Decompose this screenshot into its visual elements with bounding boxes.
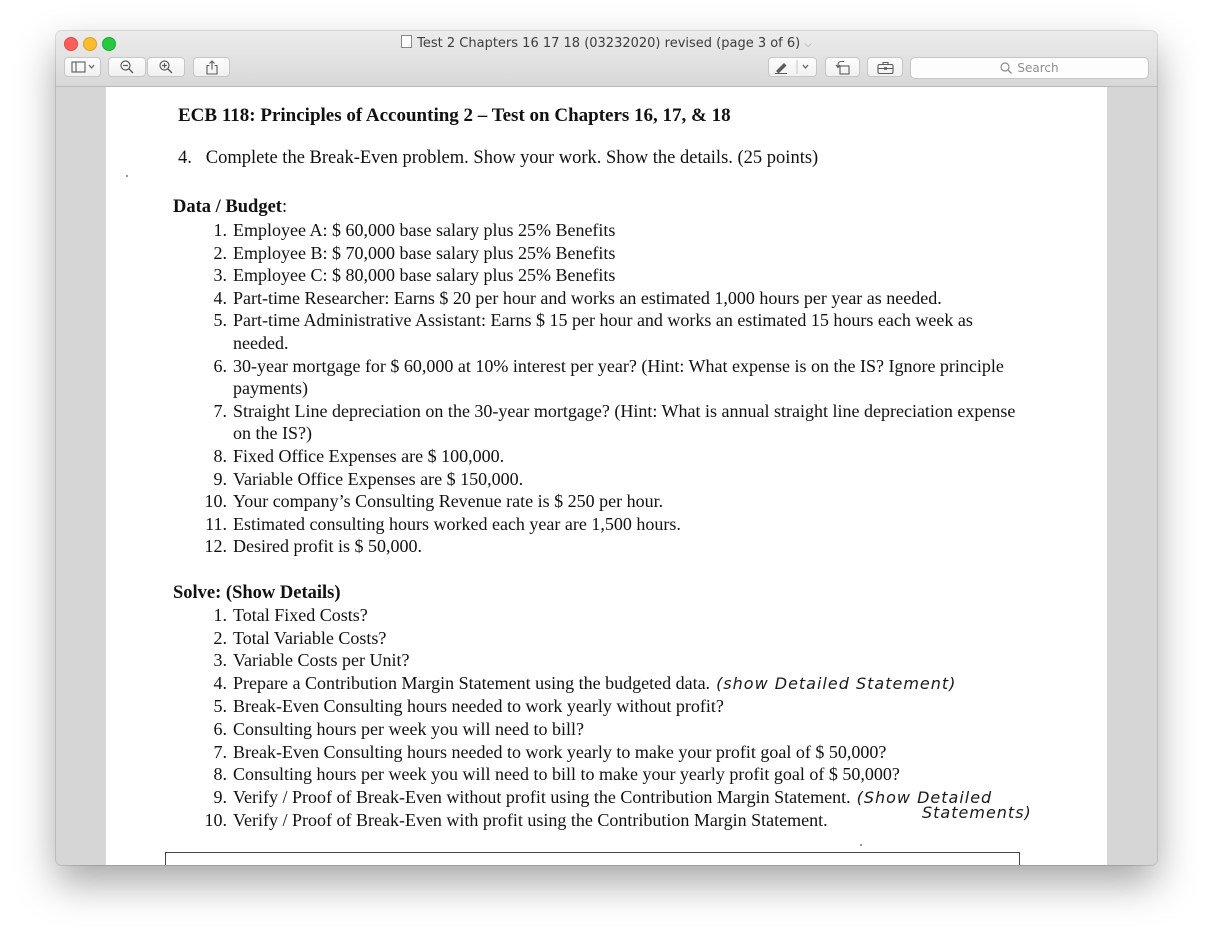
list-item: [203, 309, 1023, 354]
list-item: [203, 219, 1023, 242]
data-item-text: 30-year mortgage for $ 60,000 at 10% interest per year? (Hint: What expense is on the IS? Ignore principle payments): [233, 355, 1004, 399]
document-viewport[interactable]: [56, 87, 1157, 865]
data-item-number: 9.: [213, 468, 227, 489]
search-icon: [1000, 62, 1012, 74]
solve-item-number: 10.: [204, 810, 227, 831]
solve-list: [203, 604, 1103, 832]
data-item-text: Fixed Office Expenses are $ 100,000.: [233, 445, 505, 466]
solve-item-number: 8.: [213, 764, 227, 785]
data-item-number: 11.: [205, 513, 227, 534]
rotate-icon: [835, 60, 851, 75]
window-title-text: Test 2 Chapters 16 17 18 (03232020) revised (page 3 of 6): [417, 36, 801, 51]
sidebar-toggle-button[interactable]: [64, 57, 101, 77]
list-item: [203, 763, 1103, 786]
solve-item-number: 5.: [213, 696, 227, 717]
data-item-number: 3.: [213, 265, 227, 286]
zoom-out-button[interactable]: [108, 57, 146, 77]
data-budget-colon: :: [281, 197, 288, 217]
list-item: [203, 513, 1023, 536]
solve-item-text: Total Variable Costs?: [233, 627, 387, 648]
data-item-text: Your company’s Consulting Revenue rate is $ 250 per hour.: [233, 491, 664, 512]
sidebar-icon: [71, 61, 95, 73]
list-item: [203, 741, 1103, 764]
solve-item-number: 2.: [213, 627, 227, 648]
data-item-text: Part-time Researcher: Earns $ 20 per hour and works an estimated 1,000 hours per year as needed.: [233, 287, 942, 308]
data-budget-list: [203, 219, 1023, 558]
list-item: [203, 264, 1023, 287]
data-item-text: Estimated consulting hours worked each year are 1,500 hours.: [233, 513, 681, 534]
list-item: [203, 672, 1103, 696]
markup-button[interactable]: [768, 57, 817, 77]
data-budget-title-text: Data / Budget: [173, 197, 282, 217]
list-item: [203, 627, 1103, 650]
solve-item-number: 9.: [213, 786, 227, 807]
data-item-number: 6.: [213, 355, 227, 376]
share-button[interactable]: [193, 57, 230, 77]
list-item: [203, 535, 1023, 558]
data-item-number: 8.: [213, 445, 227, 466]
preview-window: [56, 31, 1157, 865]
solve-item-text: Verify / Proof of Break-Even with profit using the Contribution Margin Statement.: [233, 810, 828, 831]
solve-item-text: Total Fixed Costs?: [233, 605, 368, 625]
list-item: [203, 287, 1023, 310]
list-item: [203, 718, 1103, 741]
solve-item-text: Break-Even Consulting hours needed to work yearly to make your profit goal of $ 50,000?: [233, 741, 887, 762]
list-item: [203, 649, 1103, 672]
zoom-in-button[interactable]: [147, 57, 185, 77]
solve-item-text: Prepare a Contribution Margin Statement using the budgeted data.: [233, 672, 711, 693]
solve-item-text: Consulting hours per week you will need to bill?: [233, 718, 584, 739]
toolbox-icon: [877, 61, 894, 74]
data-item-text: Employee C: $ 80,000 base salary plus 25% Benefits: [233, 265, 616, 286]
scan-speck: [860, 844, 862, 846]
question-prompt: 4. Complete the Break-Even problem. Show your work. Show the details. (25 points): [178, 148, 819, 168]
data-item-text: Variable Office Expenses are $ 150,000.: [233, 468, 524, 489]
list-item: [203, 355, 1023, 400]
solve-item-text: Consulting hours per week you will need to bill to make your yearly profit goal of $ 50,000?: [233, 764, 900, 785]
data-item-number: 7.: [213, 400, 227, 421]
search-placeholder: Search: [1017, 61, 1059, 75]
pdf-page: [106, 87, 1107, 865]
data-item-text: Straight Line depreciation on the 30-year mortgage? (Hint: What is annual straight line depreciation expense on the IS?): [233, 400, 1016, 444]
list-item: [203, 242, 1023, 265]
zoom-in-icon: [159, 60, 173, 74]
zoom-out-icon: [120, 60, 134, 74]
data-budget-title: [173, 197, 287, 218]
data-item-number: 2.: [213, 242, 227, 263]
answer-box[interactable]: [165, 852, 1020, 865]
handwritten-note: (Show Detailed: [856, 787, 993, 807]
solve-item-number: 3.: [213, 650, 227, 671]
solve-item-number: 6.: [213, 718, 227, 739]
solve-item-number: 4.: [213, 672, 227, 693]
list-item: [203, 490, 1023, 513]
solve-item-number: 1.: [213, 605, 227, 625]
list-item: [203, 445, 1023, 468]
pdf-document-icon: [401, 35, 412, 48]
window-toolbar: [56, 31, 1157, 87]
list-item: [203, 400, 1023, 445]
solve-item-text: Variable Costs per Unit?: [233, 650, 410, 671]
rotate-button[interactable]: [825, 57, 860, 77]
data-item-text: Employee B: $ 70,000 base salary plus 25% Benefits: [233, 242, 616, 263]
solve-title: Solve: (Show Details): [173, 583, 341, 603]
handwritten-note-continuation: Statements): [922, 803, 1032, 822]
solve-item-number: 7.: [213, 741, 227, 762]
data-item-text: Part-time Administrative Assistant: Earns $ 15 per hour and works an estimated 15 hours each week as needed.: [233, 310, 973, 353]
window-title[interactable]: [56, 35, 1157, 51]
title-chevron-down-icon[interactable]: ⌵: [804, 39, 812, 50]
data-item-number: 12.: [204, 536, 227, 557]
scan-speck: [126, 175, 128, 177]
share-icon: [205, 60, 219, 75]
list-item: [203, 468, 1023, 491]
data-item-text: Employee A: $ 60,000 base salary plus 25% Benefits: [233, 220, 616, 240]
list-item: [203, 695, 1103, 718]
data-item-text: Desired profit is $ 50,000.: [233, 536, 422, 557]
search-input[interactable]: [910, 57, 1149, 79]
solve-item-text: Verify / Proof of Break-Even without profit using the Contribution Margin Statement.: [233, 786, 851, 807]
data-item-number: 1.: [213, 220, 227, 240]
page-heading: ECB 118: Principles of Accounting 2 – Test on Chapters 16, 17, & 18: [178, 105, 731, 126]
data-item-number: 5.: [213, 310, 227, 331]
list-item: [203, 604, 1103, 627]
toolbox-button[interactable]: [867, 57, 903, 77]
solve-item-text: Break-Even Consulting hours needed to work yearly without profit?: [233, 696, 724, 717]
handwritten-note: (show Detailed Statement): [716, 673, 957, 693]
data-item-number: 4.: [213, 287, 227, 308]
data-item-number: 10.: [204, 491, 227, 512]
markup-pen-icon: [773, 60, 813, 74]
